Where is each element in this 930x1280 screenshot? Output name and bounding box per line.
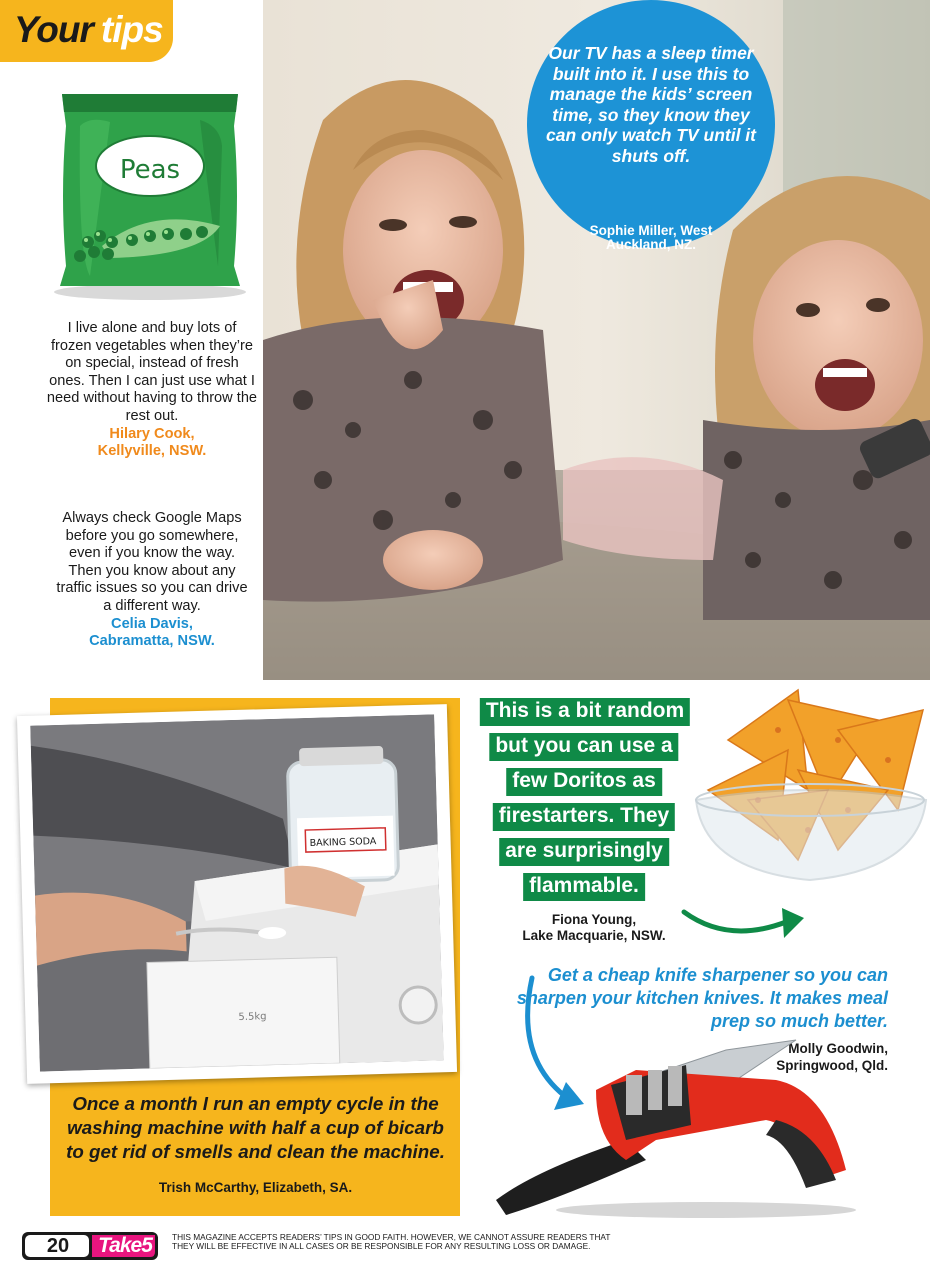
- knife-tip-quote: Get a cheap knife sharpener so you can sharpen your kitchen knives. It makes meal prep so much better.: [516, 965, 888, 1031]
- doritos-quote-line: but you can use a: [489, 733, 678, 761]
- tip-text: Always check Google Maps before you go somewhere, even if you know the way. Then you know about any traffic issues so you can drive a different way.: [56, 510, 248, 614]
- section-title-your: Your: [14, 9, 93, 50]
- doritos-quote-line: are surprisingly: [499, 838, 669, 866]
- frozen-peas-bag-image: [50, 86, 250, 304]
- doritos-author-line2: Lake Macquarie, NSW.: [522, 928, 666, 943]
- tip-author-place: Cabramatta, NSW.: [89, 633, 215, 650]
- disclaimer: [172, 1233, 692, 1252]
- magazine-logo: Take5: [98, 1234, 152, 1257]
- tv-tip-author-line2: Auckland, NZ.: [605, 237, 696, 252]
- section-title-tips: tips: [100, 9, 163, 50]
- doritos-quote-line: firestarters. They: [493, 803, 675, 831]
- tv-tip-quote: Our TV has a sleep timer built into it. I use this to manage the kids’ screen time, so they know they can only watch TV until it shuts off.: [545, 43, 757, 166]
- jar-label: BAKING SODA: [309, 836, 377, 849]
- knife-author-line2: Springwood, Qld.: [776, 1058, 888, 1073]
- doritos-quote-line: This is a bit random: [480, 698, 690, 726]
- tv-tip-author: [556, 224, 746, 252]
- section-title: [14, 9, 163, 51]
- doritos-quote-line: flammable.: [523, 873, 645, 901]
- tv-tip-author-line1: Sophie Miller, West: [589, 223, 713, 238]
- doritos-bowl-image: [688, 680, 930, 890]
- tip-frozen-vegetables: [46, 320, 258, 461]
- washing-tip-author: Trish McCarthy, Elizabeth, SA.: [158, 1180, 353, 1195]
- washing-machine-photo: [30, 714, 444, 1071]
- machine-capacity-label: 5.5kg: [238, 1011, 267, 1024]
- green-arrow-icon: [678, 900, 808, 950]
- knife-sharpener-image: [476, 1030, 866, 1220]
- doritos-tip-author: [484, 912, 704, 944]
- tip-author-name: Hilary Cook,: [109, 425, 195, 442]
- tip-author-place: Kellyville, NSW.: [97, 443, 207, 460]
- tip-google-maps: [52, 510, 252, 651]
- peas-bag-main-label: Peas: [119, 155, 181, 185]
- washing-tip-quote: Once a month I run an empty cycle in the washing machine with half a cup of bicarb to get rid of smells and clean the machine.: [66, 1093, 445, 1162]
- disclaimer-line2: THEY WILL BE EFFECTIVE IN ALL CASES OR BE RESPONSIBLE FOR ANY RESULTING LOSS OR DAMAGE.: [172, 1241, 591, 1252]
- tip-author-name: Celia Davis,: [111, 615, 193, 632]
- page-number: 20: [46, 1235, 70, 1257]
- doritos-author-line1: Fiona Young,: [551, 912, 637, 927]
- disclaimer-line1: THIS MAGAZINE ACCEPTS READERS’ TIPS IN GOOD FAITH. HOWEVER, WE CANNOT ASSURE READERS THAT: [172, 1232, 611, 1242]
- tip-text: I live alone and buy lots of frozen vegetables when they’re on special, instead of fresh ones. Then I can just use what I need without having to throw the rest out.: [46, 320, 258, 424]
- knife-author-line1: Molly Goodwin,: [788, 1041, 888, 1056]
- doritos-quote-line: few Doritos as: [506, 768, 662, 796]
- peas-bag-top-label: frozen: [132, 138, 168, 151]
